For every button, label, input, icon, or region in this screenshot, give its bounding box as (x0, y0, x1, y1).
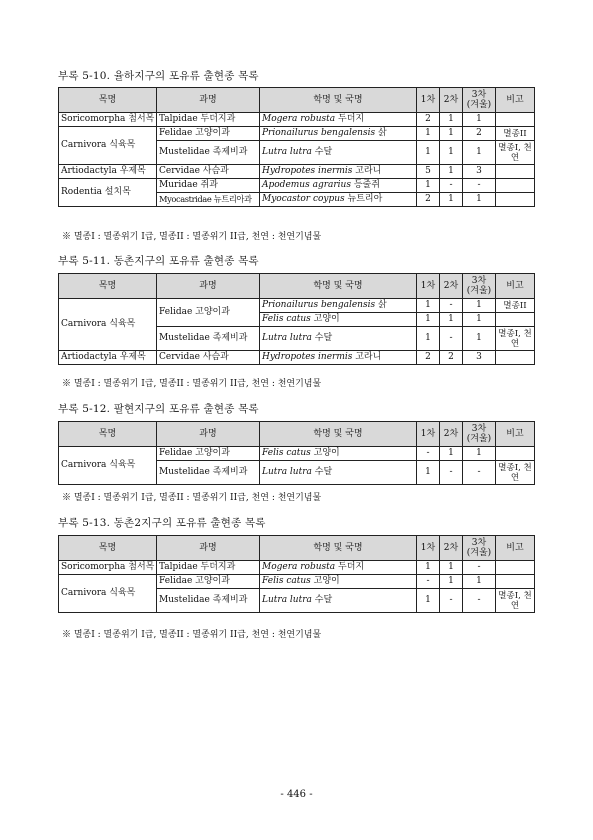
species-cell: Myocastor coypus 뉴트리아 (260, 193, 417, 207)
survey-3-cell: 1 (463, 193, 496, 207)
footnote: ※ 멸종I : 멸종위기 I급, 멸종II : 멸종위기 II급, 천연 : 천연기념물 (62, 232, 322, 242)
survey-2-cell: - (440, 299, 463, 313)
survey-3-cell: 1 (463, 113, 496, 127)
family-cell: Felidae 고양이과 (157, 127, 260, 141)
note-cell: 멸종II (496, 127, 535, 141)
note-cell (496, 351, 535, 365)
species-cell: Mogera robusta 두더지 (260, 113, 417, 127)
survey-2-cell: 1 (440, 575, 463, 589)
survey-3-cell: 3 (463, 351, 496, 365)
species-table (58, 535, 535, 613)
survey-1-cell: 1 (417, 461, 440, 485)
species-cell: Felis catus 고양이 (260, 447, 417, 461)
note-cell (496, 447, 535, 461)
survey-2-cell: 2 (440, 351, 463, 365)
header-survey-2: 2차 (440, 422, 463, 447)
survey-2-cell: - (440, 589, 463, 613)
table-header-row (59, 422, 535, 447)
order-cell: Soricomorpha 첨서목 (59, 561, 157, 575)
species-cell: Apodemus agrarius 등줄쥐 (260, 179, 417, 193)
table-title: 부록 5-10. 율하지구의 포유류 출현종 목록 (58, 70, 259, 82)
table-row (59, 179, 535, 193)
note-cell: 멸종I, 천연 (496, 589, 535, 613)
table-row (59, 575, 535, 589)
family-cell: Mustelidae 족제비과 (157, 589, 260, 613)
species-cell: Lutra lutra 수달 (260, 589, 417, 613)
survey-3-cell: - (463, 179, 496, 193)
survey-2-cell: 1 (440, 113, 463, 127)
header-note: 비고 (496, 536, 535, 561)
species-cell: Felis catus 고양이 (260, 575, 417, 589)
header-survey-3: 3차 (겨울) (463, 274, 496, 299)
family-cell: Muridae 쥐과 (157, 179, 260, 193)
survey-3-cell: - (463, 461, 496, 485)
page-number: - 446 - (280, 789, 313, 800)
survey-2-cell: 1 (440, 561, 463, 575)
header-family: 과명 (157, 88, 260, 113)
species-cell: Lutra lutra 수달 (260, 327, 417, 351)
order-cell: Rodentia 설치목 (59, 179, 157, 207)
header-survey-3: 3차 (겨울) (463, 422, 496, 447)
header-name: 학명 및 국명 (260, 536, 417, 561)
note-cell (496, 313, 535, 327)
survey-3-cell: 1 (463, 575, 496, 589)
footnote: ※ 멸종I : 멸종위기 I급, 멸종II : 멸종위기 II급, 천연 : 천연기념물 (62, 630, 322, 640)
survey-1-cell: 2 (417, 351, 440, 365)
survey-1-cell: 1 (417, 327, 440, 351)
note-cell (496, 165, 535, 179)
order-cell: Soricomorpha 첨서목 (59, 113, 157, 127)
survey-1-cell: 1 (417, 313, 440, 327)
note-cell: 멸종I, 천연 (496, 327, 535, 351)
table-title: 부록 5-11. 동촌지구의 포유류 출현종 목록 (58, 255, 259, 267)
species-cell: Prionailurus bengalensis 삵 (260, 127, 417, 141)
survey-3-cell: 1 (463, 447, 496, 461)
header-order: 목명 (59, 536, 157, 561)
table-title: 부록 5-12. 팔현지구의 포유류 출현종 목록 (58, 403, 259, 415)
order-cell: Carnivora 식육목 (59, 127, 157, 165)
note-cell (496, 575, 535, 589)
family-cell: Felidae 고양이과 (157, 299, 260, 327)
species-cell: Mogera robusta 두더지 (260, 561, 417, 575)
family-cell: Felidae 고양이과 (157, 447, 260, 461)
table-header-row (59, 536, 535, 561)
header-survey-3: 3차 (겨울) (463, 536, 496, 561)
table-header-row (59, 274, 535, 299)
note-cell: 멸종I, 천연 (496, 461, 535, 485)
species-cell: Lutra lutra 수달 (260, 461, 417, 485)
table-row (59, 561, 535, 575)
family-cell: Cervidae 사슴과 (157, 165, 260, 179)
header-note: 비고 (496, 422, 535, 447)
survey-3-cell: 1 (463, 327, 496, 351)
footnote: ※ 멸종I : 멸종위기 I급, 멸종II : 멸종위기 II급, 천연 : 천연기념물 (62, 493, 322, 503)
order-cell: Carnivora 식육목 (59, 447, 157, 485)
species-cell: Felis catus 고양이 (260, 313, 417, 327)
family-cell: Felidae 고양이과 (157, 575, 260, 589)
survey-3-cell: 3 (463, 165, 496, 179)
species-table (58, 87, 535, 207)
survey-2-cell: - (440, 179, 463, 193)
species-table (58, 421, 535, 485)
table-row (59, 165, 535, 179)
header-survey-2: 2차 (440, 274, 463, 299)
header-survey-3: 3차 (겨울) (463, 88, 496, 113)
survey-1-cell: 2 (417, 193, 440, 207)
table-header-row (59, 88, 535, 113)
table-row (59, 351, 535, 365)
survey-1-cell: 1 (417, 561, 440, 575)
footnote: ※ 멸종I : 멸종위기 I급, 멸종II : 멸종위기 II급, 천연 : 천연기념물 (62, 379, 322, 389)
survey-3-cell: - (463, 561, 496, 575)
species-cell: Hydropotes inermis 고라니 (260, 165, 417, 179)
header-survey-2: 2차 (440, 536, 463, 561)
survey-1-cell: 1 (417, 179, 440, 193)
survey-1-cell: 1 (417, 141, 440, 165)
species-table (58, 273, 535, 365)
header-name: 학명 및 국명 (260, 274, 417, 299)
table-row (59, 299, 535, 313)
header-survey-1: 1차 (417, 88, 440, 113)
survey-2-cell: 1 (440, 193, 463, 207)
header-survey-1: 1차 (417, 536, 440, 561)
header-name: 학명 및 국명 (260, 422, 417, 447)
order-cell: Carnivora 식육목 (59, 299, 157, 351)
survey-2-cell: - (440, 327, 463, 351)
survey-2-cell: 1 (440, 127, 463, 141)
header-order: 목명 (59, 274, 157, 299)
survey-2-cell: 1 (440, 141, 463, 165)
family-cell: Talpidae 두더지과 (157, 113, 260, 127)
survey-2-cell: 1 (440, 447, 463, 461)
header-family: 과명 (157, 536, 260, 561)
survey-1-cell: 1 (417, 589, 440, 613)
species-cell: Lutra lutra 수달 (260, 141, 417, 165)
header-order: 목명 (59, 88, 157, 113)
survey-3-cell: 1 (463, 299, 496, 313)
family-cell: Mustelidae 족제비과 (157, 327, 260, 351)
table-title: 부록 5-13. 동촌2지구의 포유류 출현종 목록 (58, 517, 266, 529)
family-cell: Mustelidae 족제비과 (157, 141, 260, 165)
note-cell (496, 179, 535, 193)
survey-1-cell: - (417, 447, 440, 461)
header-note: 비고 (496, 274, 535, 299)
header-family: 과명 (157, 422, 260, 447)
survey-2-cell: 1 (440, 313, 463, 327)
survey-1-cell: 1 (417, 127, 440, 141)
survey-2-cell: 1 (440, 165, 463, 179)
family-cell: Talpidae 두더지과 (157, 561, 260, 575)
order-cell: Artiodactyla 우제목 (59, 165, 157, 179)
header-survey-2: 2차 (440, 88, 463, 113)
table-row (59, 113, 535, 127)
header-note: 비고 (496, 88, 535, 113)
survey-1-cell: - (417, 575, 440, 589)
species-cell: Prionailurus bengalensis 삵 (260, 299, 417, 313)
note-cell (496, 561, 535, 575)
species-cell: Hydropotes inermis 고라니 (260, 351, 417, 365)
table-row (59, 447, 535, 461)
family-cell: Cervidae 사슴과 (157, 351, 260, 365)
header-survey-1: 1차 (417, 422, 440, 447)
note-cell: 멸종II (496, 299, 535, 313)
order-cell: Carnivora 식육목 (59, 575, 157, 613)
family-cell: Myocastridae 뉴트리아과 (157, 193, 260, 207)
header-family: 과명 (157, 274, 260, 299)
survey-3-cell: 1 (463, 141, 496, 165)
survey-1-cell: 1 (417, 299, 440, 313)
survey-3-cell: - (463, 589, 496, 613)
survey-3-cell: 2 (463, 127, 496, 141)
survey-1-cell: 5 (417, 165, 440, 179)
survey-3-cell: 1 (463, 313, 496, 327)
table-row (59, 127, 535, 141)
header-survey-1: 1차 (417, 274, 440, 299)
header-name: 학명 및 국명 (260, 88, 417, 113)
note-cell (496, 193, 535, 207)
note-cell: 멸종I, 천연 (496, 141, 535, 165)
header-order: 목명 (59, 422, 157, 447)
survey-2-cell: - (440, 461, 463, 485)
family-cell: Mustelidae 족제비과 (157, 461, 260, 485)
order-cell: Artiodactyla 우제목 (59, 351, 157, 365)
survey-1-cell: 2 (417, 113, 440, 127)
note-cell (496, 113, 535, 127)
